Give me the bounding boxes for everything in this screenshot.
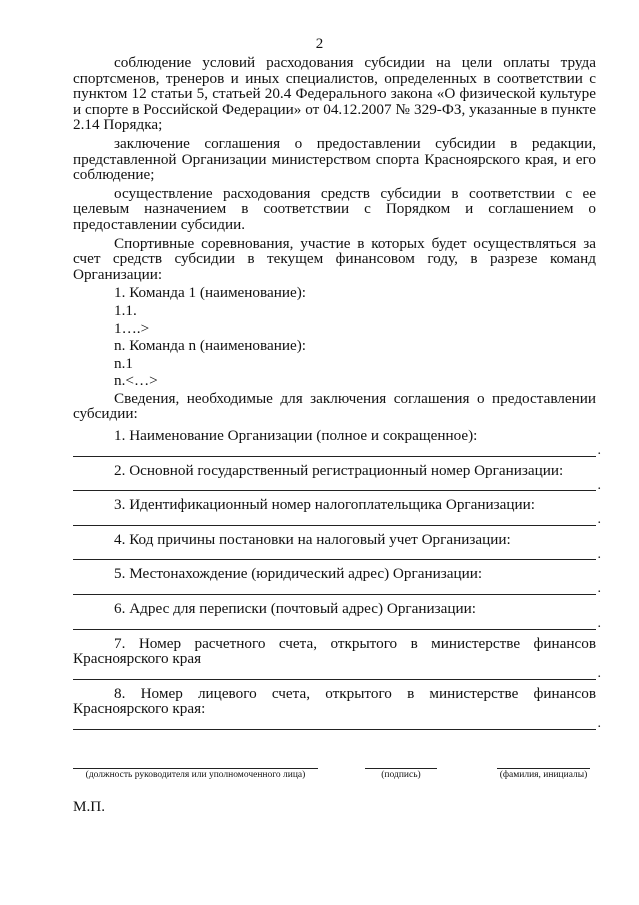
paragraph-spending: осуществление расходования средств субсидии в соответствии с ее целевым назначением в соответствии с Порядком и соглашением о предоставлении субсидии. (73, 184, 596, 233)
field-label: 5. Местонахождение (юридический адрес) Организации: (114, 565, 483, 583)
field-label: 3. Идентификационный номер налогоплательщика Организации: (114, 496, 535, 514)
fill-in-line (73, 619, 596, 630)
field-label: 4. Код причины постановки на налоговый учет Организации: (114, 530, 511, 548)
details-intro: Сведения, необходимые для заключения соглашения о предоставлении субсидии: (73, 389, 596, 423)
field-ogrn (73, 463, 596, 492)
team-list-item: 1.1. (114, 301, 137, 319)
field-label: 2. Основной государственный регистрационный номер Организации: (114, 461, 564, 479)
team-list-item: n.<…> (114, 372, 158, 390)
document-body (73, 55, 596, 730)
field-legal-address (73, 566, 596, 595)
paragraph-competitions: Спортивные соревнования, участие в которых будет осуществляться за счет средств субсидии в текущем финансовом году, в разрезе команд Организации: (73, 234, 596, 283)
position-caption: (должность руководителя или уполномоченного лица) (73, 768, 318, 780)
team-list (73, 285, 596, 389)
field-personal-account (73, 686, 596, 730)
fill-in-line (73, 669, 596, 680)
fill-in-line (73, 480, 596, 491)
page-number: 2 (315, 36, 324, 52)
field-label: 8. Номер лицевого счета, открытого в министерстве финансов Красноярского края: (73, 684, 596, 718)
field-label: 1. Наименование Организации (полное и сокращенное): (114, 427, 478, 445)
fill-in-line (73, 446, 596, 457)
fill-in-line (73, 549, 596, 560)
stamp-label: М.П. (73, 798, 106, 815)
fill-in-line (73, 515, 596, 526)
paragraph-conditions: соблюдение условий расходования субсидии на цели оплаты труда спортсменов, тренеров и иных специалистов, определенных в соответствии с пунктом 12 статьи 5, статьей 20.4 Федерального закона «О физической культуре и спорте в Российской Федерации» от 04.12.2007 № 329-ФЗ, указанные в пункте 2.14 Порядка; (73, 54, 596, 134)
field-kpp (73, 532, 596, 561)
field-label: 6. Адрес для переписки (почтовый адрес) Организации: (114, 600, 476, 618)
team-list-item: 1….> (114, 319, 150, 337)
fill-in-line (73, 719, 596, 730)
team-list-item: n. Команда n (наименование): (114, 337, 307, 355)
field-postal-address (73, 601, 596, 630)
team-list-item: 1. Команда 1 (наименование): (114, 284, 307, 302)
fill-in-line (73, 584, 596, 595)
signature-caption: (подпись) (365, 768, 437, 780)
field-settlement-account (73, 636, 596, 680)
team-list-item: n.1 (114, 354, 133, 372)
field-org-name (73, 428, 596, 457)
field-inn (73, 497, 596, 526)
field-label: 7. Номер расчетного счета, открытого в министерстве финансов Красноярского края (73, 634, 596, 668)
name-caption: (фамилия, инициалы) (497, 768, 590, 780)
paragraph-agreement: заключение соглашения о предоставлении субсидии в редакции, представленной Организации министерством спорта Красноярского края, и его соблюдение; (73, 134, 596, 184)
